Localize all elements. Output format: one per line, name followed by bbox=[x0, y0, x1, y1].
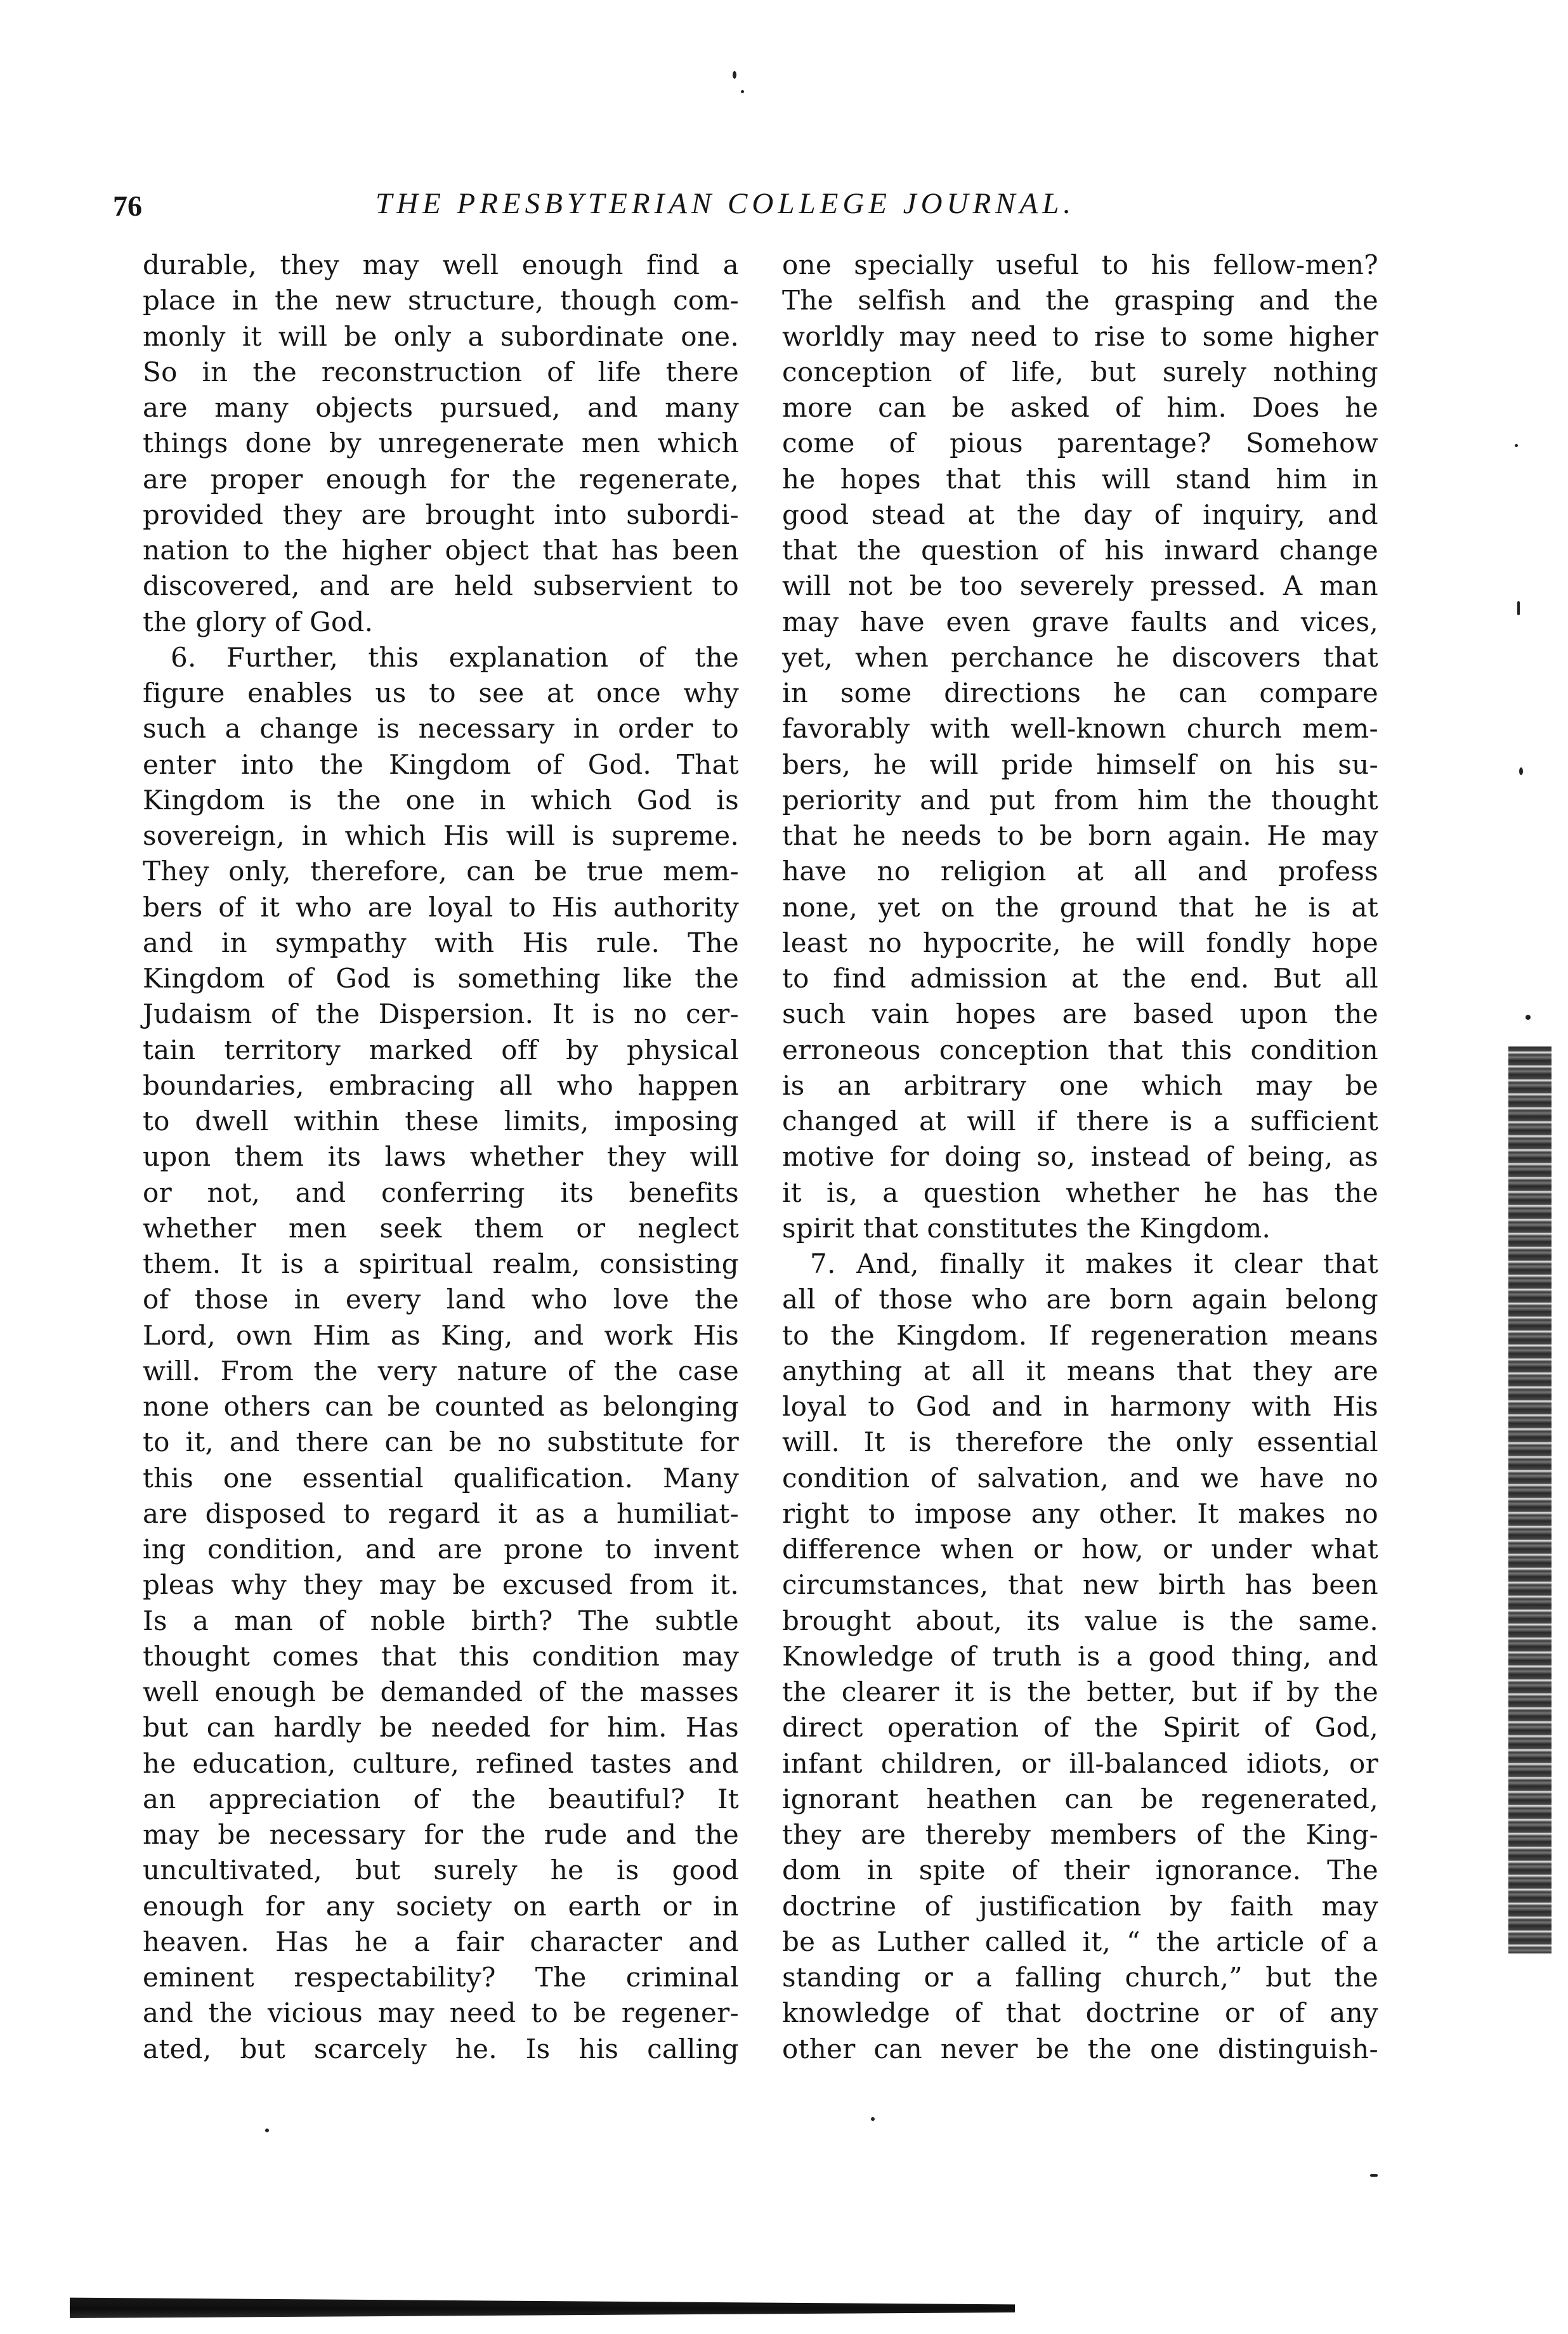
text-line: figure enables us to see at once why bbox=[143, 677, 739, 708]
text-line: conception of life, but surely nothing bbox=[782, 356, 1378, 388]
text-line: it is, a question whether he has the bbox=[782, 1177, 1378, 1208]
text-line: will. It is therefore the only essential bbox=[782, 1426, 1378, 1458]
text-line: none, yet on the ground that he is at bbox=[782, 891, 1378, 923]
text-line: changed at will if there is a sufficient bbox=[782, 1105, 1378, 1137]
text-line: are proper enough for the regenerate, bbox=[143, 463, 739, 495]
text-line: circumstances, that new birth has been bbox=[782, 1569, 1378, 1601]
text-line: eminent respectability? The criminal bbox=[143, 1962, 739, 1993]
text-line: will. From the very nature of the case bbox=[143, 1355, 739, 1386]
page-number: 76 bbox=[113, 190, 142, 222]
text-line: durable, they may well enough find a bbox=[143, 249, 739, 280]
text-line: heaven. Has he a fair character and bbox=[143, 1926, 739, 1957]
text-line: worldly may need to rise to some higher bbox=[782, 320, 1378, 352]
text-line: other can never be the one distinguish- bbox=[782, 2033, 1378, 2064]
text-line: bers of it who are loyal to His authority bbox=[143, 891, 739, 923]
scan-speck bbox=[871, 2117, 875, 2121]
text-line: such vain hopes are based upon the bbox=[782, 998, 1378, 1030]
scan-speck bbox=[1517, 601, 1520, 615]
text-line: condition of salvation, and we have no bbox=[782, 1462, 1378, 1494]
text-line: they are thereby members of the King- bbox=[782, 1819, 1378, 1850]
text-line: good stead at the day of inquiry, and bbox=[782, 499, 1378, 530]
text-line: are disposed to regard it as a humiliat- bbox=[143, 1497, 739, 1529]
text-line: to find admission at the end. But all bbox=[782, 963, 1378, 994]
text-line: ated, but scarcely he. Is his calling bbox=[143, 2033, 739, 2064]
text-line: well enough be demanded of the masses bbox=[143, 1676, 739, 1707]
text-line: spirit that constitutes the Kingdom. bbox=[782, 1212, 1271, 1244]
text-line: ignorant heathen can be regenerated, bbox=[782, 1783, 1378, 1815]
text-line: boundaries, embracing all who happen bbox=[143, 1069, 739, 1101]
text-line: and the vicious may need to be regener- bbox=[143, 1997, 739, 2029]
text-line: this one essential qualification. Many bbox=[143, 1462, 739, 1494]
text-line: all of those who are born again belong bbox=[782, 1284, 1378, 1315]
scanned-edge-strip bbox=[1508, 1046, 1552, 1953]
text-line: erroneous conception that this condition bbox=[782, 1034, 1378, 1066]
text-line: be as Luther called it, “ the article of a bbox=[782, 1926, 1378, 1957]
scan-speck bbox=[1370, 2174, 1378, 2177]
text-line: of those in every land who love the bbox=[143, 1284, 739, 1315]
text-line: he education, culture, refined tastes and bbox=[143, 1747, 739, 1779]
text-line: place in the new structure, though com- bbox=[143, 285, 739, 316]
text-line: So in the reconstruction of life there bbox=[143, 356, 739, 388]
text-line: provided they are brought into subordi- bbox=[143, 499, 739, 530]
text-line: such a change is necessary in order to bbox=[143, 713, 739, 745]
text-line: enough for any society on earth or in bbox=[143, 1890, 739, 1922]
text-line: one specially useful to his fellow-men? bbox=[782, 249, 1378, 280]
text-line: monly it will be only a subordinate one. bbox=[143, 320, 739, 352]
text-line: 6. Further, this explanation of the bbox=[171, 641, 739, 673]
text-line: or not, and conferring its benefits bbox=[143, 1177, 739, 1208]
scanned-bottom-edge bbox=[70, 2295, 1015, 2318]
text-line: They only, therefore, can be true mem- bbox=[143, 856, 739, 887]
text-line: Kingdom is the one in which God is bbox=[143, 784, 739, 816]
text-line: them. It is a spiritual realm, consisting bbox=[143, 1248, 739, 1279]
text-line: right to impose any other. It makes no bbox=[782, 1497, 1378, 1529]
text-line: knowledge of that doctrine or of any bbox=[782, 1997, 1378, 2029]
text-line: Knowledge of truth is a good thing, and bbox=[782, 1640, 1378, 1672]
scan-speck bbox=[1519, 767, 1523, 775]
text-line: pleas why they may be excused from it. bbox=[143, 1569, 739, 1601]
text-line: uncultivated, but surely he is good bbox=[143, 1855, 739, 1886]
text-line: whether men seek them or neglect bbox=[143, 1212, 739, 1244]
text-line: difference when or how, or under what bbox=[782, 1534, 1378, 1565]
text-line: the clearer it is the better, but if by the bbox=[782, 1676, 1378, 1707]
scan-speck bbox=[1515, 444, 1518, 447]
text-line: to it, and there can be no substitute for bbox=[143, 1426, 739, 1458]
scan-speck bbox=[741, 90, 744, 93]
text-line: that the question of his inward change bbox=[782, 535, 1378, 566]
text-line: standing or a falling church,” but the bbox=[782, 1962, 1378, 1993]
text-line: motive for doing so, instead of being, as bbox=[782, 1141, 1378, 1173]
text-line: 7. And, finally it makes it clear that bbox=[810, 1248, 1378, 1279]
text-line: Kingdom of God is something like the bbox=[143, 963, 739, 994]
text-line: more can be asked of him. Does he bbox=[782, 392, 1378, 423]
text-line: enter into the Kingdom of God. That bbox=[143, 748, 739, 780]
running-head: THE PRESBYTERIAN COLLEGE JOURNAL. bbox=[376, 187, 1076, 220]
text-line: will not be too severely pressed. A man bbox=[782, 570, 1378, 602]
text-line: dom in spite of their ignorance. The bbox=[782, 1855, 1378, 1886]
text-line: yet, when perchance he discovers that bbox=[782, 641, 1378, 673]
text-line: doctrine of justification by faith may bbox=[782, 1890, 1378, 1922]
text-line: may have even grave faults and vices, bbox=[782, 606, 1378, 637]
text-line: come of pious parentage? Somehow bbox=[782, 427, 1378, 459]
text-line: the glory of God. bbox=[143, 606, 374, 637]
text-line: periority and put from him the thought bbox=[782, 784, 1378, 816]
text-line: infant children, or ill-balanced idiots, or bbox=[782, 1747, 1378, 1779]
text-line: Lord, own Him as King, and work His bbox=[143, 1319, 739, 1351]
text-line: none others can be counted as belonging bbox=[143, 1391, 739, 1422]
scan-speck bbox=[1526, 1015, 1531, 1020]
text-line: are many objects pursued, and many bbox=[143, 392, 739, 423]
text-line: he hopes that this will stand him in bbox=[782, 463, 1378, 495]
text-line: things done by unregenerate men which bbox=[143, 427, 739, 459]
text-line: direct operation of the Spirit of God, bbox=[782, 1712, 1378, 1744]
text-line: thought comes that this condition may bbox=[143, 1640, 739, 1672]
text-line: to dwell within these limits, imposing bbox=[143, 1105, 739, 1137]
scan-speck bbox=[733, 71, 736, 79]
text-line: The selfish and the grasping and the bbox=[782, 285, 1378, 316]
text-line: tain territory marked off by physical bbox=[143, 1034, 739, 1066]
scan-speck bbox=[265, 2129, 269, 2132]
text-line: Is a man of noble birth? The subtle bbox=[143, 1605, 739, 1636]
text-line: and in sympathy with His rule. The bbox=[143, 927, 739, 958]
text-line: ing condition, and are prone to invent bbox=[143, 1534, 739, 1565]
text-line: bers, he will pride himself on his su- bbox=[782, 748, 1378, 780]
text-line: but can hardly be needed for him. Has bbox=[143, 1712, 739, 1744]
text-line: discovered, and are held subservient to bbox=[143, 570, 739, 602]
text-line: is an arbitrary one which may be bbox=[782, 1069, 1378, 1101]
text-line: nation to the higher object that has been bbox=[143, 535, 739, 566]
text-line: to the Kingdom. If regeneration means bbox=[782, 1319, 1378, 1351]
text-line: loyal to God and in harmony with His bbox=[782, 1391, 1378, 1422]
right-column bbox=[782, 247, 1378, 2067]
text-line: upon them its laws whether they will bbox=[143, 1141, 739, 1173]
text-line: least no hypocrite, he will fondly hope bbox=[782, 927, 1378, 958]
text-line: in some directions he can compare bbox=[782, 677, 1378, 708]
text-line: brought about, its value is the same. bbox=[782, 1605, 1378, 1636]
text-line: may be necessary for the rude and the bbox=[143, 1819, 739, 1850]
left-column bbox=[143, 247, 739, 2067]
text-line: that he needs to be born again. He may bbox=[782, 820, 1378, 851]
text-line: favorably with well-known church mem- bbox=[782, 713, 1378, 745]
text-line: an appreciation of the beautiful? It bbox=[143, 1783, 739, 1815]
text-line: sovereign, in which His will is supreme. bbox=[143, 820, 739, 851]
text-line: Judaism of the Dispersion. It is no cer- bbox=[143, 998, 739, 1030]
text-line: have no religion at all and profess bbox=[782, 856, 1378, 887]
text-line: anything at all it means that they are bbox=[782, 1355, 1378, 1386]
